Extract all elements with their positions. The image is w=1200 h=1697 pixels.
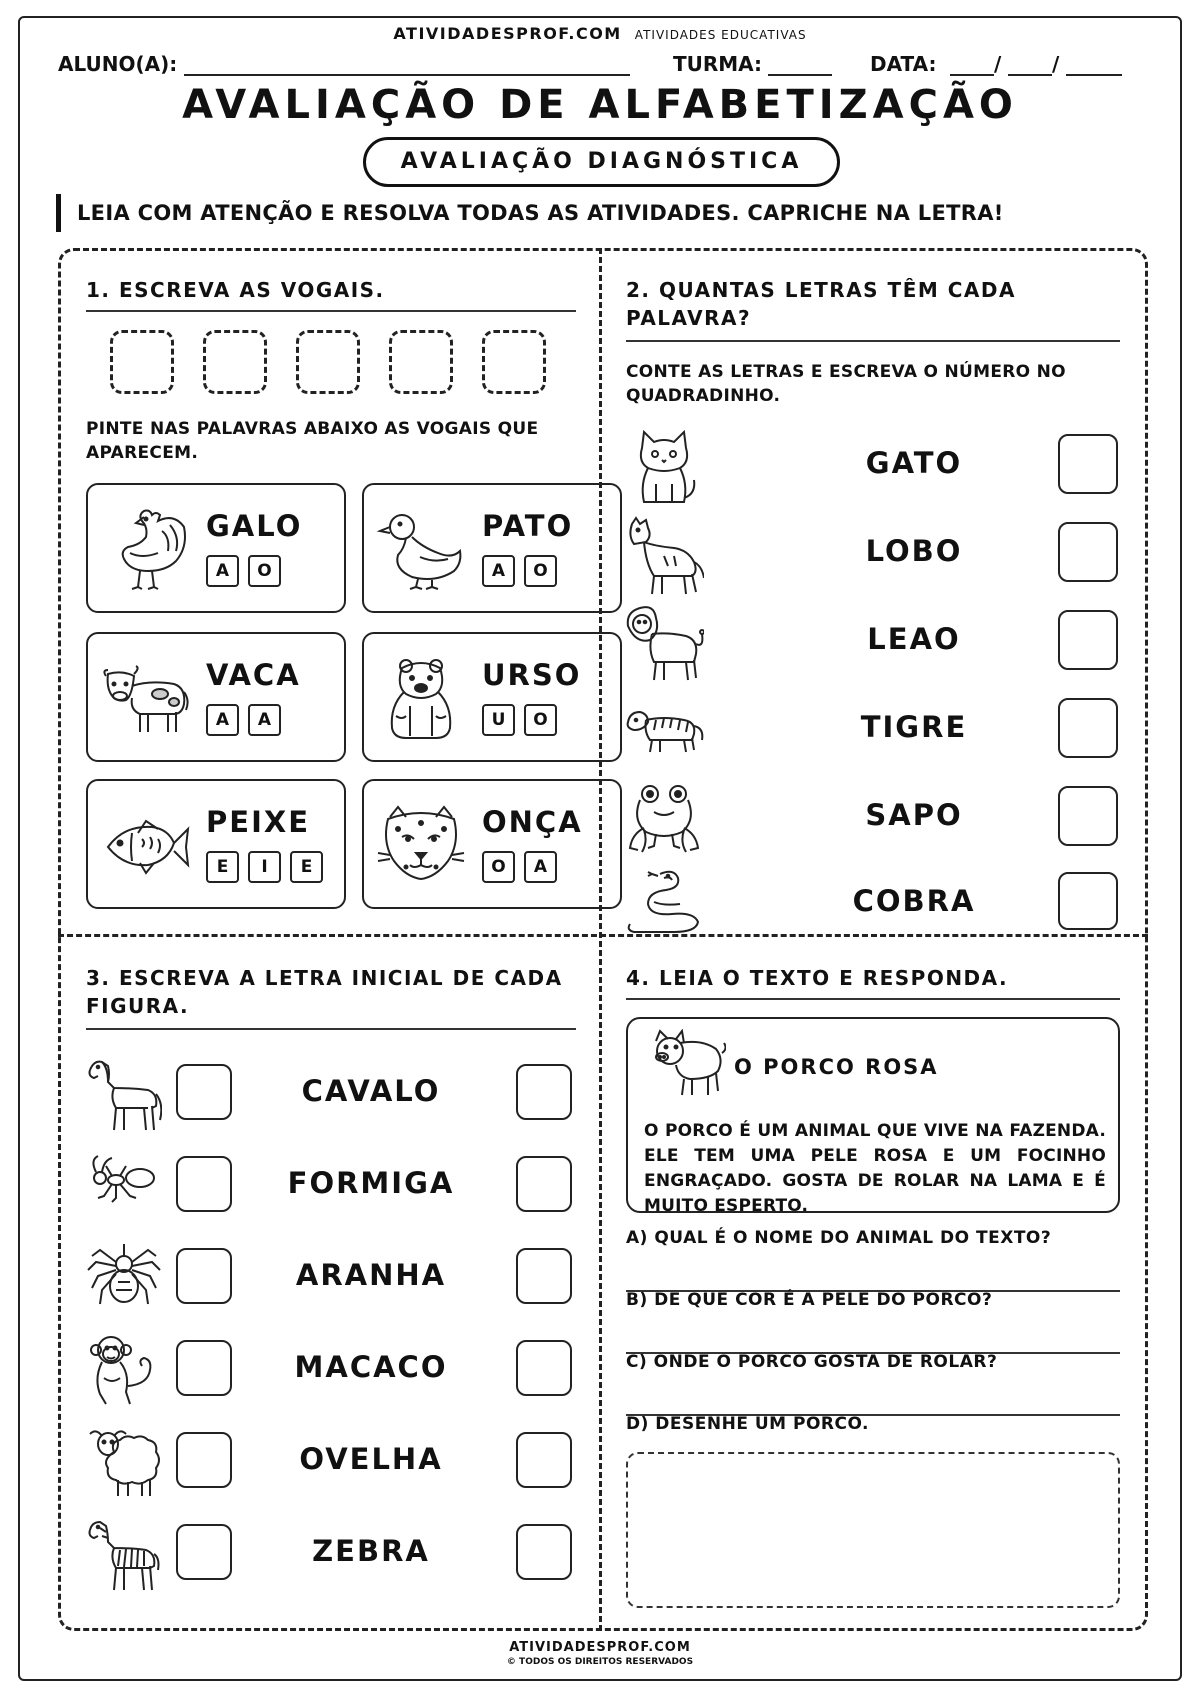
student-name-field[interactable] bbox=[184, 74, 630, 76]
vowel-letter-box[interactable]: O bbox=[524, 555, 557, 587]
zebra-icon bbox=[86, 1518, 162, 1592]
date-slash: / bbox=[1052, 52, 1060, 76]
letter-count-box[interactable] bbox=[1058, 786, 1118, 846]
vowel-box[interactable] bbox=[482, 330, 546, 394]
count-row bbox=[624, 776, 1124, 864]
vowel-letter-box[interactable]: O bbox=[482, 851, 515, 883]
card-word: ONÇA bbox=[482, 805, 583, 839]
vowel-letter-box[interactable]: A bbox=[524, 851, 557, 883]
initial-letter-box[interactable] bbox=[176, 1524, 232, 1580]
initial-letter-row bbox=[86, 1518, 576, 1588]
vowel-box[interactable] bbox=[110, 330, 174, 394]
section4-rule bbox=[626, 998, 1120, 1000]
class-field[interactable] bbox=[768, 74, 832, 76]
word-card bbox=[362, 632, 622, 762]
date-year-field[interactable] bbox=[1066, 74, 1122, 76]
initial-letter-row bbox=[86, 1058, 576, 1128]
word-card bbox=[86, 632, 346, 762]
page-subtitle: AVALIAÇÃO DIAGNÓSTICA bbox=[363, 137, 840, 187]
vowel-letter-box[interactable]: O bbox=[524, 704, 557, 736]
pig-icon bbox=[646, 1029, 726, 1099]
card-word: PEIXE bbox=[206, 805, 311, 839]
initial-letter-box[interactable] bbox=[516, 1064, 572, 1120]
date-month-field[interactable] bbox=[1008, 74, 1052, 76]
date-label: DATA: bbox=[870, 52, 937, 76]
count-word: GATO bbox=[865, 446, 963, 480]
drawing-area[interactable] bbox=[626, 1452, 1120, 1608]
fish-icon bbox=[100, 803, 190, 889]
letter-count-box[interactable] bbox=[1058, 434, 1118, 494]
wolf-icon bbox=[624, 516, 704, 596]
monkey-icon bbox=[86, 1334, 162, 1408]
horizontal-divider bbox=[58, 934, 1148, 937]
word-card bbox=[362, 483, 622, 613]
word-card bbox=[86, 779, 346, 909]
count-word: LOBO bbox=[865, 534, 963, 568]
vowel-letter-box[interactable]: E bbox=[290, 851, 323, 883]
horse-icon bbox=[86, 1058, 162, 1132]
initial-word: FORMIGA bbox=[287, 1166, 455, 1200]
initial-letter-box[interactable] bbox=[516, 1432, 572, 1488]
count-word: COBRA bbox=[852, 884, 976, 918]
count-word: LEAO bbox=[867, 622, 961, 656]
initial-letter-box[interactable] bbox=[516, 1156, 572, 1212]
letter-count-box[interactable] bbox=[1058, 610, 1118, 670]
vowel-letter-box[interactable]: A bbox=[206, 704, 239, 736]
story-text: O PORCO É UM ANIMAL QUE VIVE NA FAZENDA. ELE TEM UMA PELE ROSA E UM FOCINHO ENGRAÇADO. GOSTA DE ROLAR NA LAMA E É MUITO ESPERTO. bbox=[644, 1121, 1106, 1216]
vowel-box[interactable] bbox=[203, 330, 267, 394]
section3-rule bbox=[86, 1028, 576, 1030]
page-title: AVALIAÇÃO DE ALFABETIZAÇÃO bbox=[182, 82, 1018, 128]
count-word: SAPO bbox=[865, 798, 963, 832]
initial-letter-box[interactable] bbox=[516, 1340, 572, 1396]
count-row bbox=[624, 688, 1124, 776]
vowel-box[interactable] bbox=[296, 330, 360, 394]
section4-title: 4. LEIA O TEXTO E RESPONDA. bbox=[626, 966, 1009, 990]
initial-word: ZEBRA bbox=[312, 1534, 430, 1568]
section1-title: 1. ESCREVA AS VOGAIS. bbox=[86, 278, 385, 302]
footer-copyright: © TODOS OS DIREITOS RESERVADOS bbox=[506, 1657, 694, 1667]
vowel-letter-box[interactable]: A bbox=[248, 704, 281, 736]
general-instruction: LEIA COM ATENÇÃO E RESOLVA TODAS AS ATIVIDADES. CAPRICHE NA LETRA! bbox=[56, 194, 1004, 232]
section1-instruction: PINTE NAS PALAVRAS ABAIXO AS VOGAIS QUE APARECEM. bbox=[86, 419, 539, 463]
initial-word: OVELHA bbox=[299, 1442, 443, 1476]
date-slash: / bbox=[994, 52, 1002, 76]
initial-letter-box[interactable] bbox=[516, 1524, 572, 1580]
story-card bbox=[626, 1017, 1120, 1216]
initial-letter-box[interactable] bbox=[176, 1064, 232, 1120]
ant-icon bbox=[86, 1150, 162, 1224]
vowel-letter-box[interactable]: A bbox=[206, 555, 239, 587]
count-row bbox=[624, 424, 1124, 512]
lion-icon bbox=[624, 604, 704, 684]
spider-icon bbox=[86, 1242, 162, 1316]
site-tagline: ATIVIDADES EDUCATIVAS bbox=[634, 28, 807, 42]
date-day-field[interactable] bbox=[950, 74, 994, 76]
sheep-icon bbox=[86, 1426, 162, 1500]
student-label: ALUNO(A): bbox=[58, 52, 178, 76]
count-row bbox=[624, 862, 1124, 932]
bear-icon bbox=[376, 656, 466, 742]
section2-title: 2. QUANTAS LETRAS TÊM CADA PALAVRA? bbox=[626, 278, 1016, 330]
card-word: GALO bbox=[206, 509, 303, 543]
card-word: PATO bbox=[482, 509, 574, 543]
initial-letter-row bbox=[86, 1150, 576, 1220]
initial-letter-box[interactable] bbox=[176, 1340, 232, 1396]
card-word: URSO bbox=[482, 658, 582, 692]
initial-letter-row bbox=[86, 1334, 576, 1404]
frog-icon bbox=[624, 780, 704, 860]
duck-icon bbox=[376, 507, 466, 593]
footer bbox=[0, 1640, 1200, 1667]
section2-rule bbox=[626, 340, 1120, 342]
letter-count-box[interactable] bbox=[1058, 872, 1118, 930]
tiger-icon bbox=[624, 692, 704, 772]
vertical-divider bbox=[599, 248, 602, 1631]
student-header bbox=[58, 52, 1148, 78]
initial-word: ARANHA bbox=[295, 1258, 447, 1292]
question-b: B) DE QUE COR É A PELE DO PORCO? bbox=[626, 1290, 993, 1310]
card-word: VACA bbox=[206, 658, 301, 692]
section3-title: 3. ESCREVA A LETRA INICIAL DE CADA FIGURA. bbox=[86, 966, 563, 1018]
class-label: TURMA: bbox=[673, 52, 763, 76]
letter-count-box[interactable] bbox=[1058, 522, 1118, 582]
count-row bbox=[624, 512, 1124, 600]
cat-icon bbox=[624, 428, 704, 508]
question-c: C) ONDE O PORCO GOSTA DE ROLAR? bbox=[626, 1352, 998, 1372]
vowel-letter-box[interactable]: U bbox=[482, 704, 515, 736]
footer-site: ATIVIDADESPROF.COM bbox=[509, 1640, 691, 1655]
vowel-letter-box[interactable]: I bbox=[248, 851, 281, 883]
snake-icon bbox=[624, 866, 704, 934]
site-name: ATIVIDADESPROF.COM bbox=[393, 24, 622, 43]
initial-word: MACACO bbox=[294, 1350, 448, 1384]
initial-word: CAVALO bbox=[301, 1074, 441, 1108]
initial-letter-box[interactable] bbox=[176, 1432, 232, 1488]
initial-letter-row bbox=[86, 1242, 576, 1312]
section2-instruction: CONTE AS LETRAS E ESCREVA O NÚMERO NO QUADRADINHO. bbox=[626, 362, 1066, 406]
vowel-box[interactable] bbox=[389, 330, 453, 394]
question-a: A) QUAL É O NOME DO ANIMAL DO TEXTO? bbox=[626, 1228, 1052, 1248]
initial-letter-box[interactable] bbox=[176, 1156, 232, 1212]
jaguar-icon bbox=[376, 803, 466, 889]
site-header bbox=[0, 24, 1200, 43]
initial-letter-box[interactable] bbox=[176, 1248, 232, 1304]
vowel-letter-box[interactable]: A bbox=[482, 555, 515, 587]
vowel-letter-box[interactable]: O bbox=[248, 555, 281, 587]
question-d: D) DESENHE UM PORCO. bbox=[626, 1414, 870, 1434]
story-title: O PORCO ROSA bbox=[734, 1055, 939, 1079]
word-card bbox=[362, 779, 622, 909]
cow-icon bbox=[100, 656, 190, 742]
count-row bbox=[624, 600, 1124, 688]
rooster-icon bbox=[100, 507, 190, 593]
initial-letter-box[interactable] bbox=[516, 1248, 572, 1304]
section1-rule bbox=[86, 310, 576, 312]
count-word: TIGRE bbox=[860, 710, 968, 744]
letter-count-box[interactable] bbox=[1058, 698, 1118, 758]
vowel-letter-box[interactable]: E bbox=[206, 851, 239, 883]
initial-letter-row bbox=[86, 1426, 576, 1496]
word-card bbox=[86, 483, 346, 613]
